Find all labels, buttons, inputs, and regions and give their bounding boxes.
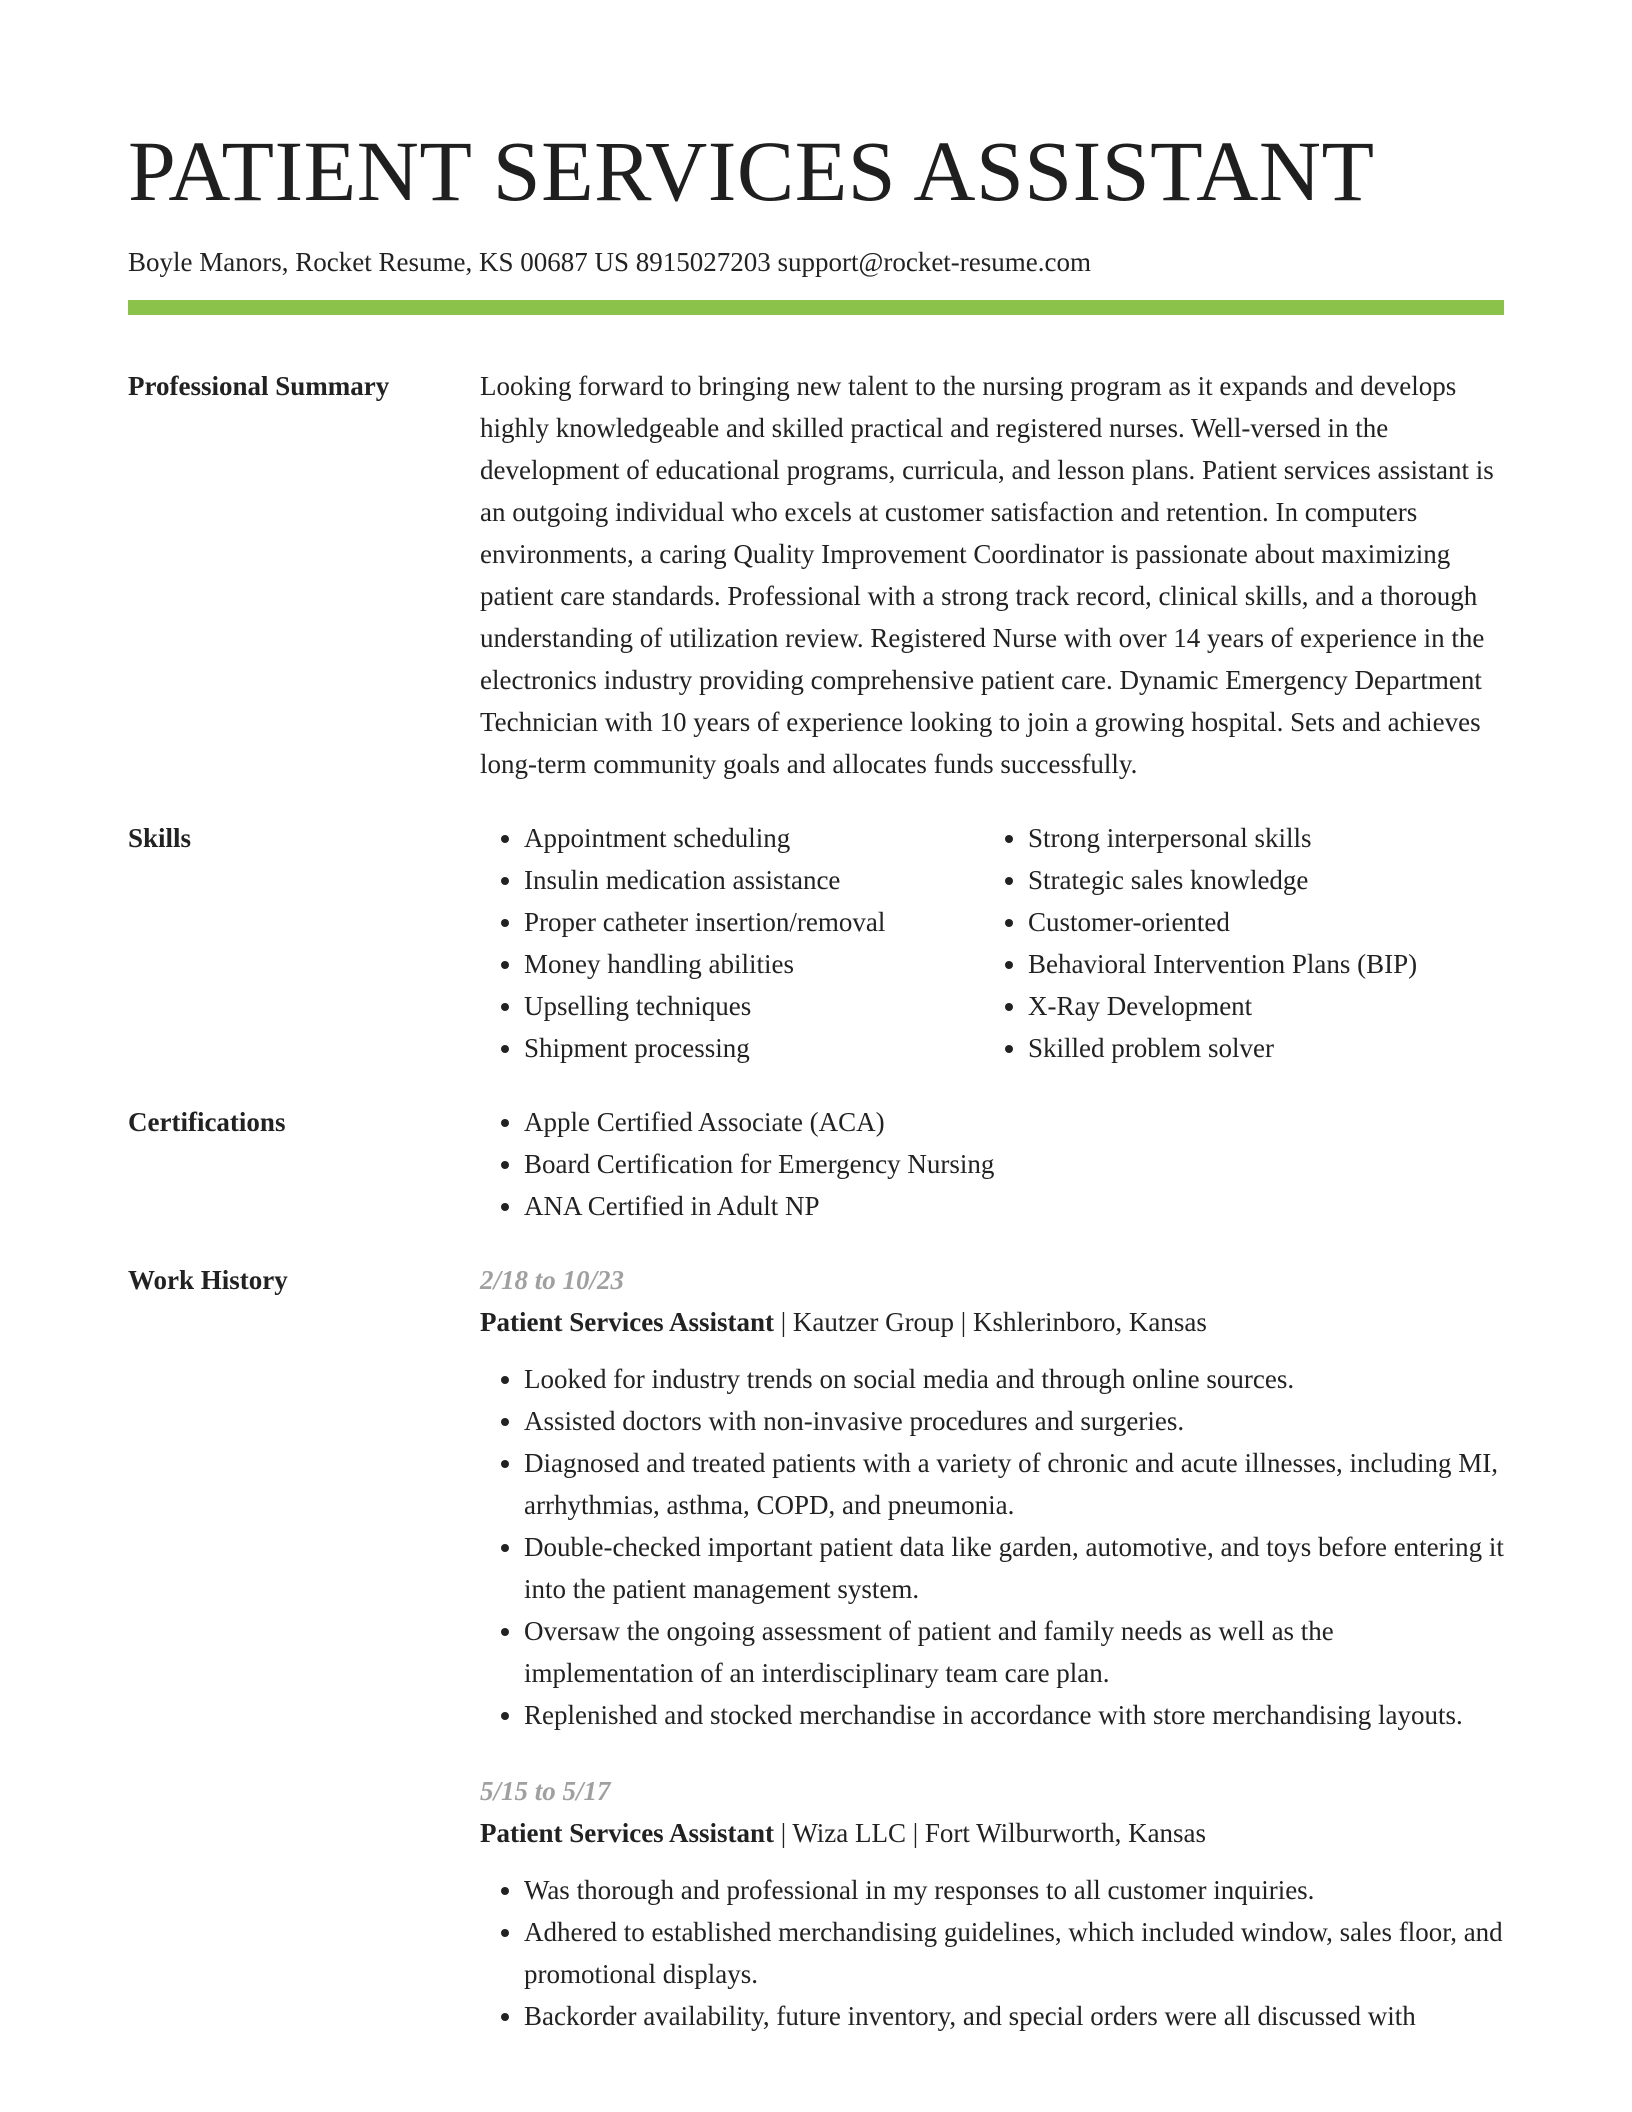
skill-item: • Behavioral Intervention Plans (BIP) — [1028, 943, 1504, 985]
job-bullet: • Backorder availability, future inventory, and special orders were all discussed with — [524, 1995, 1504, 2037]
job-bullets — [480, 1358, 1504, 1736]
job-entry — [480, 1259, 1504, 1736]
skill-item: • Shipment processing — [524, 1027, 984, 1069]
work-history-heading: Work History — [128, 1265, 288, 1295]
summary-body — [480, 365, 1504, 785]
certifications-list — [480, 1101, 1504, 1227]
job-entry — [480, 1770, 1504, 2037]
certification-item: • Board Certification for Emergency Nursing — [524, 1143, 1504, 1185]
skills-section — [128, 817, 1504, 1069]
summary-heading: Professional Summary — [128, 371, 390, 401]
skill-item: • Money handling abilities — [524, 943, 984, 985]
job-title: Patient Services Assistant — [480, 1307, 774, 1337]
job-bullet: • Replenished and stocked merchandise in accordance with store merchandising layouts. — [524, 1694, 1504, 1736]
job-bullets — [480, 1869, 1504, 2037]
work-history-body — [480, 1259, 1504, 2037]
job-bullet: • Looked for industry trends on social media and through online sources. — [524, 1358, 1504, 1400]
skills-list-right — [984, 817, 1504, 1069]
skill-item: • Customer-oriented — [1028, 901, 1504, 943]
job-details: | Kautzer Group | Kshlerinboro, Kansas — [773, 1307, 1207, 1337]
skill-item: • Skilled problem solver — [1028, 1027, 1504, 1069]
resume-page — [128, 0, 1504, 2037]
job-bullet: • Was thorough and professional in my responses to all customer inquiries. — [524, 1869, 1504, 1911]
job-bullet: • Adhered to established merchandising guidelines, which included window, sales floor, and promotional displays. — [524, 1911, 1504, 1995]
header-divider — [128, 300, 1504, 315]
work-history-section — [128, 1259, 1504, 2037]
job-bullet: • Double-checked important patient data like garden, automotive, and toys before entering it into the patient management system. — [524, 1526, 1504, 1610]
certification-item: • Apple Certified Associate (ACA) — [524, 1101, 1504, 1143]
skill-item: • Insulin medication assistance — [524, 859, 984, 901]
summary-section — [128, 365, 1504, 785]
job-dates: 5/15 to 5/17 — [480, 1776, 611, 1806]
skill-item: • X-Ray Development — [1028, 985, 1504, 1027]
skill-item: • Strong interpersonal skills — [1028, 817, 1504, 859]
skill-item: • Upselling techniques — [524, 985, 984, 1027]
skill-item: • Proper catheter insertion/removal — [524, 901, 984, 943]
skills-body — [480, 817, 1504, 1069]
summary-text: Looking forward to bringing new talent to the nursing program as it expands and develops highly knowledgeable and skilled practical and registered nurses. Well-versed in the development of educational programs, curricula, and lesson plans. Patient services assistant is an outgoing individual who excels at customer satisfaction and retention. In computers environments, a caring Quality Improvement Coordinator is passionate about maximizing patient care standards. Professional with a strong track record, clinical skills, and a thorough understanding of utilization review. Registered Nurse with over 14 years of experience in the electronics industry providing comprehensive patient care. Dynamic Emergency Department Technician with 10 years of experience looking to join a growing hospital. Sets and achieves long-term community goals and allocates funds successfully. — [480, 371, 1494, 779]
job-bullet: • Diagnosed and treated patients with a variety of chronic and acute illnesses, including MI, arrhythmias, asthma, COPD, and pneumonia. — [524, 1442, 1504, 1526]
certification-item: • ANA Certified in Adult NP — [524, 1185, 1504, 1227]
contact-info: Boyle Manors, Rocket Resume, KS 00687 US 8915027203 support@rocket-resume.com — [128, 247, 1091, 277]
certifications-section — [128, 1101, 1504, 1227]
job-title-line — [480, 1812, 1504, 1854]
skill-item: • Strategic sales knowledge — [1028, 859, 1504, 901]
job-bullet: • Assisted doctors with non-invasive procedures and surgeries. — [524, 1400, 1504, 1442]
job-details: | Wiza LLC | Fort Wilburworth, Kansas — [773, 1818, 1207, 1848]
certifications-body — [480, 1101, 1504, 1227]
job-title: Patient Services Assistant — [480, 1818, 774, 1848]
skills-heading: Skills — [128, 823, 192, 853]
skill-item: • Appointment scheduling — [524, 817, 984, 859]
candidate-name: PATIENT SERVICES ASSISTANT — [128, 123, 1375, 219]
job-title-line — [480, 1301, 1504, 1343]
certifications-heading: Certifications — [128, 1107, 286, 1137]
job-dates: 2/18 to 10/23 — [480, 1265, 625, 1295]
skills-list-left — [480, 817, 984, 1069]
job-bullet: • Oversaw the ongoing assessment of patient and family needs as well as the implementation of an interdisciplinary team care plan. — [524, 1610, 1504, 1694]
